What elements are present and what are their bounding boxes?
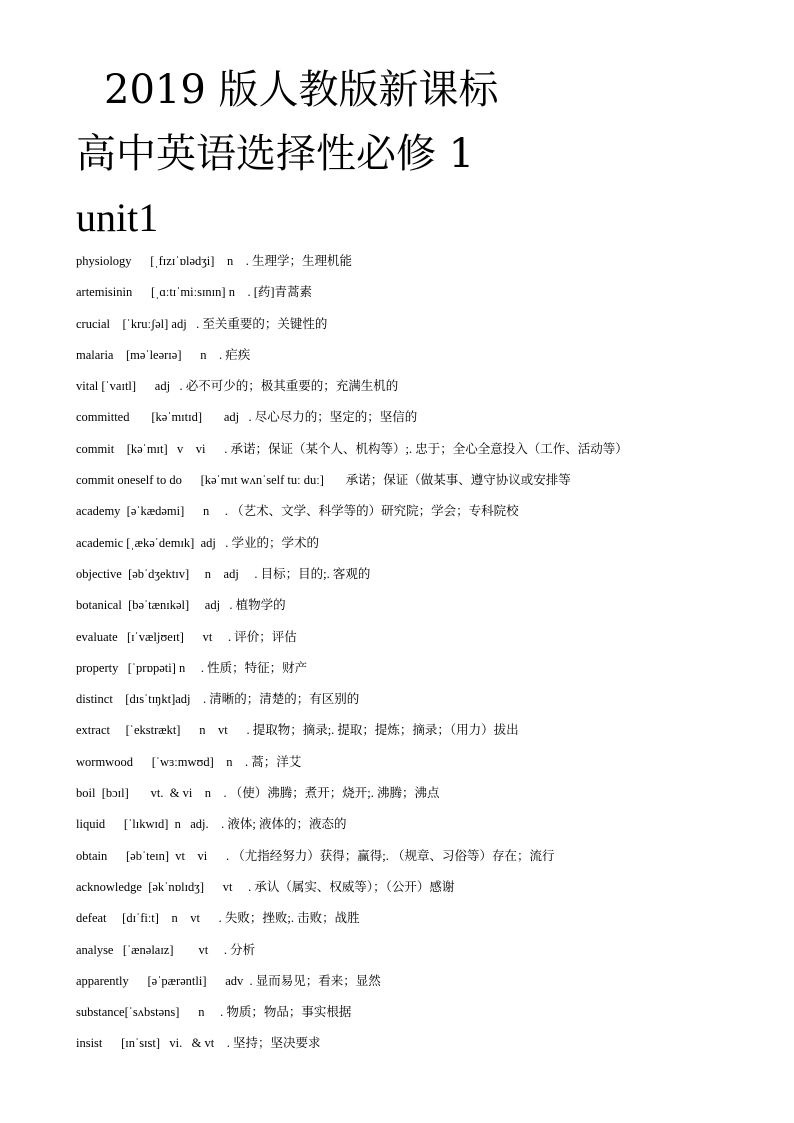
vocab-entry: boil [bɔɪl] vt. & vi n . （使）沸腾；煮开；烧开;. 沸腾；沸点 — [76, 786, 440, 801]
document-title-course: 高中英语选择性必修 1 — [76, 131, 475, 177]
vocab-entry: artemisinin [ˌɑːtɪˈmiːsɪnɪn] n . [药]青蒿素 — [76, 285, 313, 300]
vocab-entry: acknowledge [əkˈnɒlɪdʒ] vt . 承认（属实、权威等）；（公开）感谢 — [76, 879, 455, 894]
vocab-entry: extract [ˈekstrækt] n vt . 提取物；摘录;. 提取；提炼；摘录；（用力）拔出 — [76, 723, 519, 738]
vocab-entry: botanical [bəˈtænɪkəl] adj . 植物学的 — [76, 598, 286, 613]
vocab-entry: academy [əˈkædəmi] n . （艺术、文学、科学等的）研究院；学会；专科院校 — [76, 504, 519, 519]
vocab-entry: substance[ˈsʌbstəns] n . 物质；物品；事实根据 — [76, 1005, 352, 1020]
vocab-entry: apparently [əˈpærəntli] adv . 显而易见；看来；显然 — [76, 973, 381, 988]
vocab-entry: insist [ɪnˈsɪst] vi. & vt . 坚持；坚决要求 — [76, 1036, 321, 1051]
vocab-entry: distinct [dɪsˈtɪŋkt]adj . 清晰的；清楚的；有区别的 — [76, 692, 360, 707]
vocab-entry: committed [kəˈmɪtɪd] adj . 尽心尽力的；坚定的；坚信的 — [76, 410, 418, 425]
document-title-edition: 2019 版人教版新课标 — [104, 67, 499, 113]
vocab-entry: commit [kəˈmɪt] v vi . 承诺；保证（某个人、机构等）;. 忠于；全心全意投入（工作、活动等） — [76, 441, 628, 456]
vocab-entry: obtain [əbˈteɪn] vt vi . （尤指经努力）获得；赢得;. （规章、习俗等）存在；流行 — [76, 848, 555, 863]
vocab-entry: physiology [ˌfɪzɪˈɒlədʒi] n . 生理学；生理机能 — [76, 254, 352, 268]
vocabulary-list — [76, 247, 776, 1061]
vocab-entry: academic [ˌækəˈdemɪk] adj . 学业的；学术的 — [76, 535, 319, 550]
vocab-entry: malaria [məˈleərɪə] n . 疟疾 — [76, 347, 251, 362]
vocab-entry: vital [ˈvaɪtl] adj . 必不可少的；极其重要的；充满生机的 — [76, 379, 399, 394]
vocab-entry: commit oneself to do [kəˈmɪt wʌnˈself tuː duː] 承诺；保证（做某事、遵守协议或安排等 — [76, 473, 571, 488]
vocab-entry: liquid [ˈlɪkwɪd] n adj. . 液体; 液体的；液态的 — [76, 817, 347, 832]
vocab-entry: wormwood [ˈwɜːmwʊd] n . 蒿；洋艾 — [76, 754, 302, 769]
unit-heading: unit1 — [76, 195, 159, 240]
vocab-entry: property [ˈprɒpəti] n . 性质；特征；财产 — [76, 660, 308, 675]
vocab-entry: crucial [ˈkruːʃəl] adj . 至关重要的；关键性的 — [76, 316, 328, 331]
vocab-entry: objective [əbˈdʒektɪv] n adj . 目标；目的;. 客观的 — [76, 566, 371, 581]
vocab-entry: analyse [ˈænəlaɪz] vt . 分析 — [76, 942, 256, 957]
vocab-entry: defeat [dɪˈfiːt] n vt . 失败；挫败;. 击败；战胜 — [76, 911, 360, 926]
vocab-entry: evaluate [ɪˈvæljʊeɪt] vt . 评价；评估 — [76, 629, 297, 644]
